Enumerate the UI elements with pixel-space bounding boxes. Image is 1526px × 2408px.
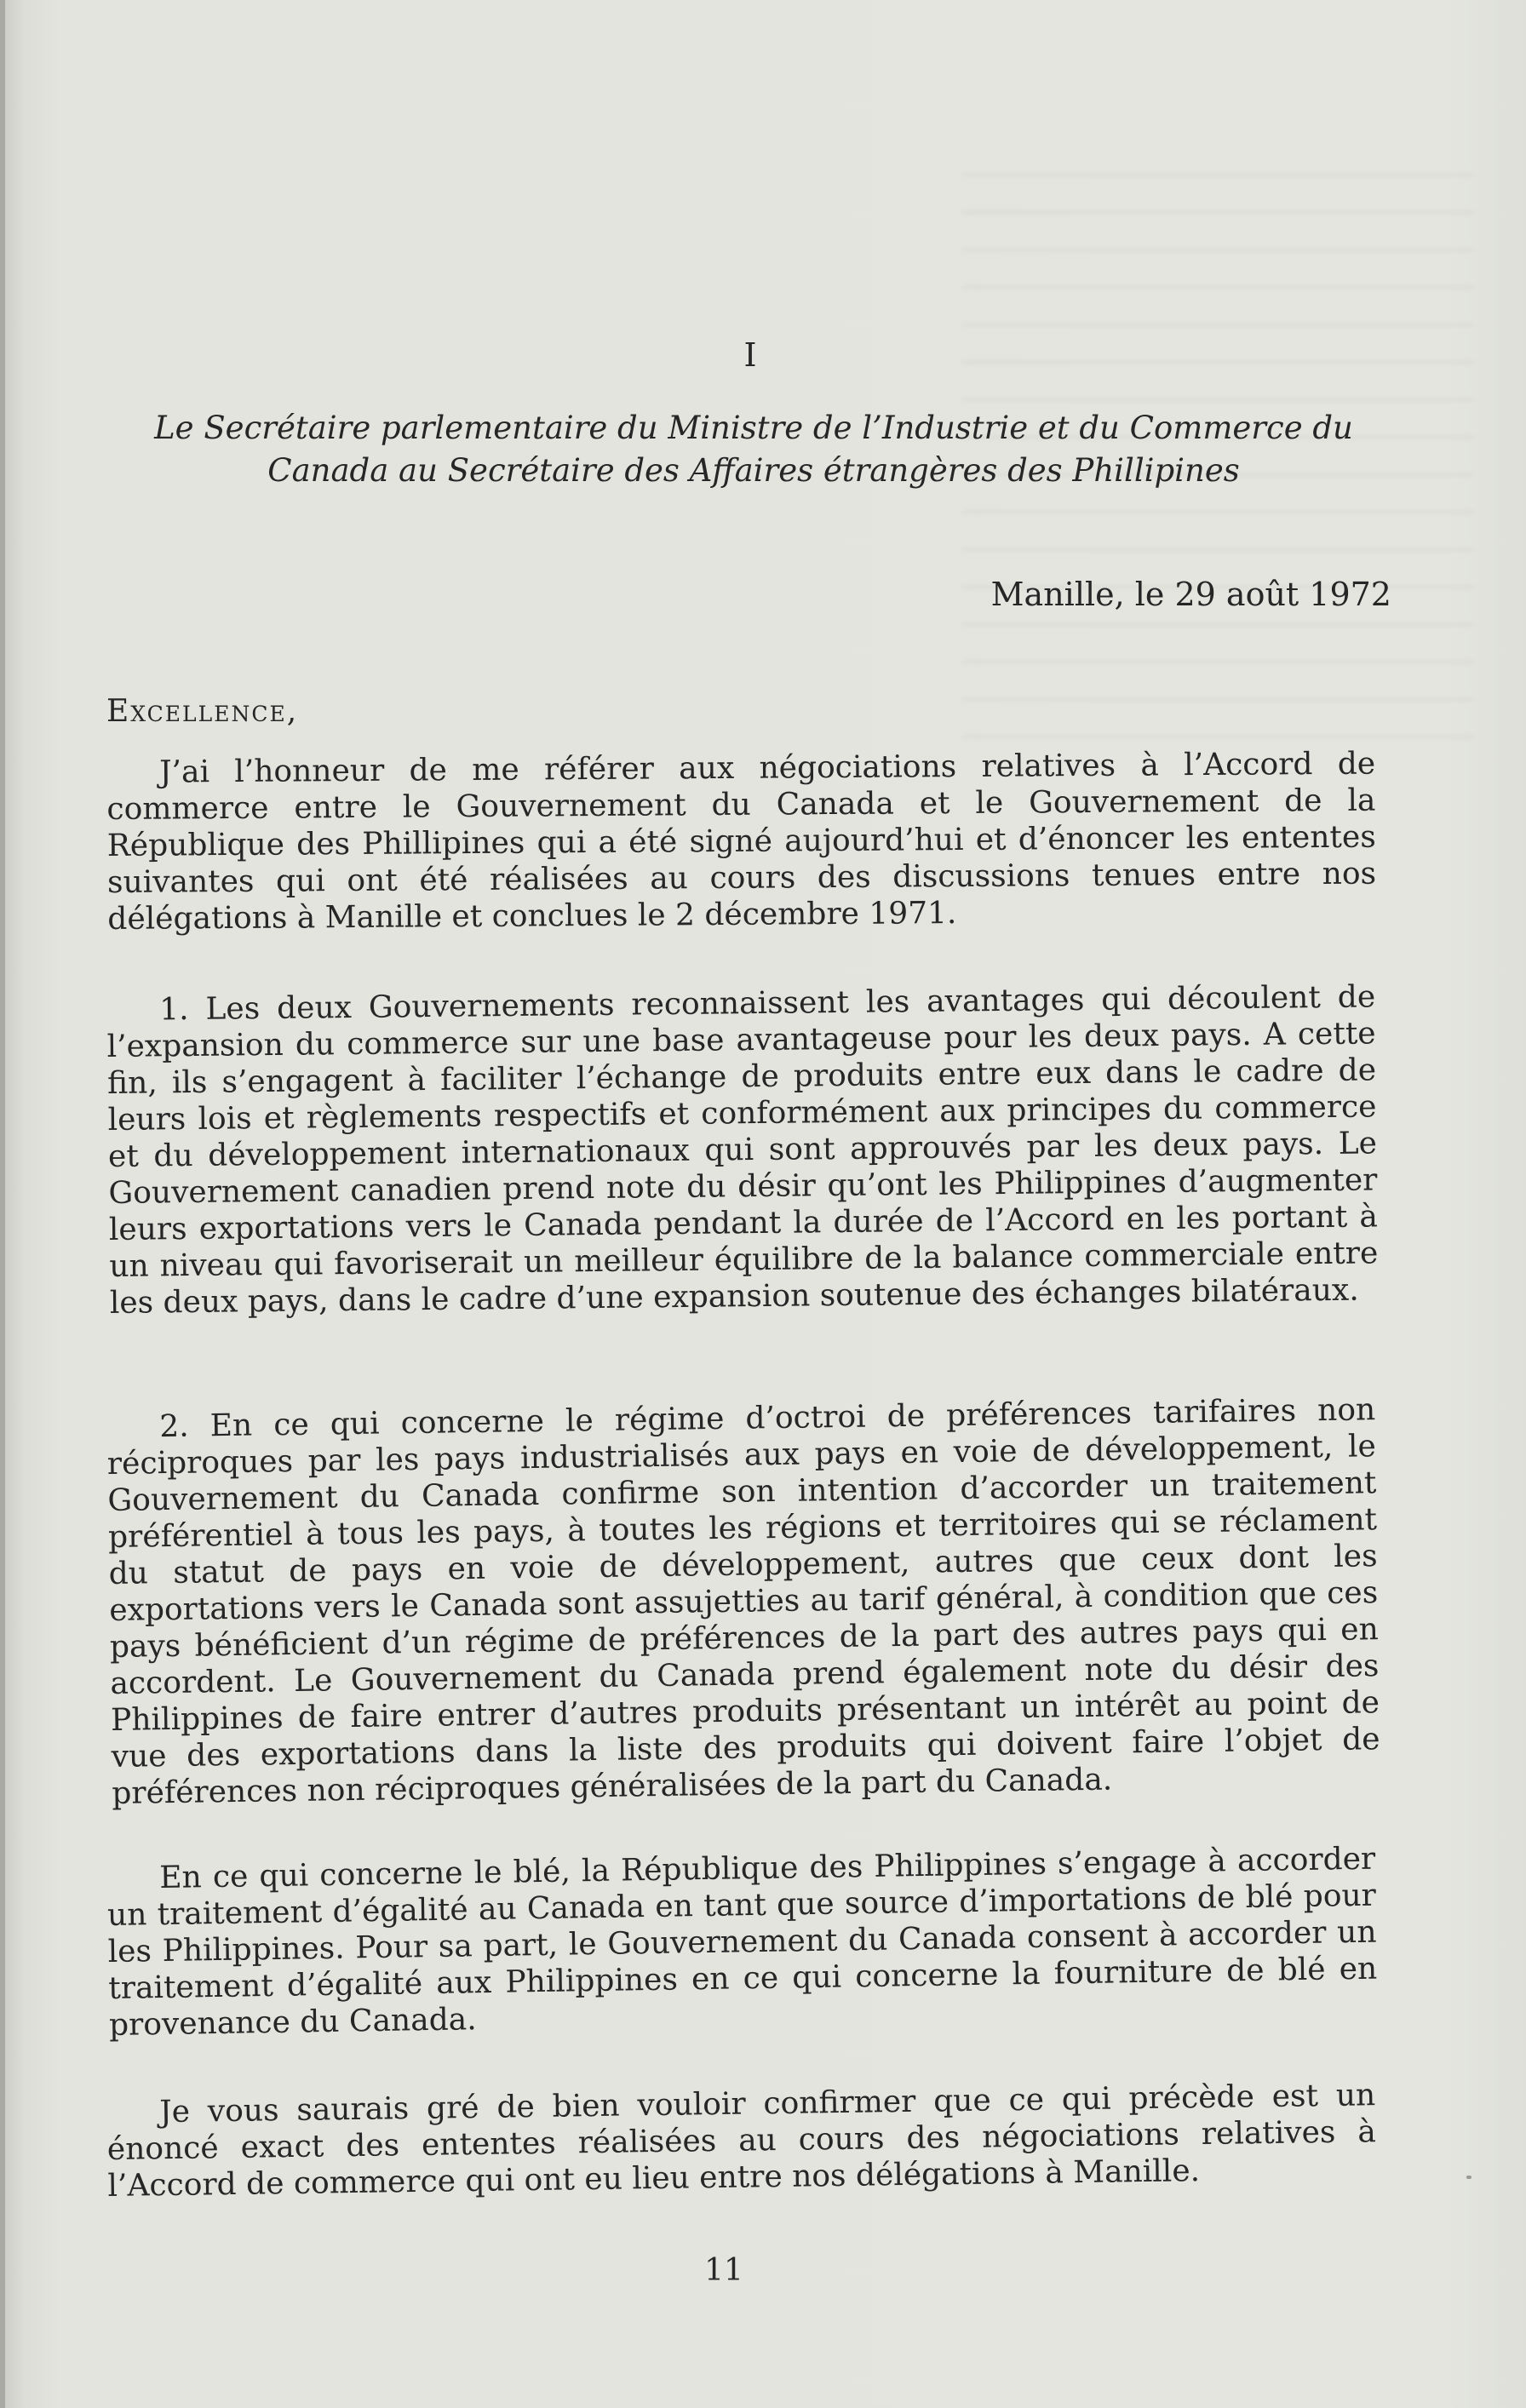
section-number: I: [743, 336, 757, 374]
page-mark: [1466, 2176, 1472, 2179]
date-line: Manille, le 29 août 1972: [990, 576, 1391, 613]
salutation: Excellence,: [106, 694, 299, 729]
paragraph-wheat: En ce qui concerne le blé, la République des Philippines s’engage à accorder un traitement d’égalité au Canada en tant que source d’importations de blé pour les Philippines. Pour sa part, le Gouvernement du Canada consent à accorder un traitement d’égalité aux Philippines en ce qui concerne la fourniture de blé en provenance du Canada.: [106, 1841, 1378, 2043]
letter-heading: Le Secrétaire parlementaire du Ministre de l’Industrie et du Commerce du Canada au Secrétaire des Affaires étrangères des Phillipines: [154, 410, 1353, 489]
paragraph-2: 2. En ce qui concerne le régime d’octroi de préférences tarifaires non réciproques par les pays industrialisés aux pays en voie de développement, le Gouvernement du Canada confirme son intention d’accorder un traitement préférentiel à tous les pays, à toutes les régions et territoires qui se réclament du statut de pays en voie de développement, autres que ceux dont les exportations vers le Canada sont assujetties au tarif général, à condition que ces pays bénéficient d’un régime de préférences de la part des autres pays qui en accordent. Le Gouvernement du Canada prend également note du désir des Philippines de faire entrer d’autres produits présentant un intérêt au point de vue des exportations dans la liste des produits qui doivent faire l’objet de préférences non réciproques généralisées de la part du Canada.: [106, 1392, 1380, 1811]
paragraph-closing: Je vous saurais gré de bien vouloir confirmer que ce qui précède est un énoncé exact des ententes réalisées au cours des négociations relatives à l’Accord de commerce qui ont eu lieu entre nos délégations à Manille.: [106, 2078, 1377, 2204]
paragraph-1: 1. Les deux Gouvernements reconnaissent les avantages qui découlent de l’expansion du commerce sur une base avantageuse pour les deux pays. A cette fin, ils s’engagent à faciliter l’échange de produits entre eux dans le cadre de leurs lois et règlements respectifs et conformément aux principes du commerce et du développement internationaux qui sont approuvés par les deux pays. Le Gouvernement canadien prend note du désir qu’ont les Philippines d’augmenter leurs exportations vers le Canada pendant la durée de l’Accord en les portant à un niveau qui favoriserait un meilleur équilibre de la balance commerciale entre les deux pays, dans le cadre d’une expansion soutenue des échanges bilatéraux.: [106, 979, 1379, 1321]
page-number: 11: [704, 2253, 743, 2288]
paragraph-intro: J’ai l’honneur de me référer aux négociations relatives à l’Accord de commerce entre le Gouvernement du Canada et le Gouvernement de la République des Phillipines qui a été signé aujourd’hui et d’énoncer les ententes suivantes qui ont été réalisées au cours des discussions tenues entre nos délégations à Manille et conclues le 2 décembre 1971.: [106, 746, 1377, 937]
